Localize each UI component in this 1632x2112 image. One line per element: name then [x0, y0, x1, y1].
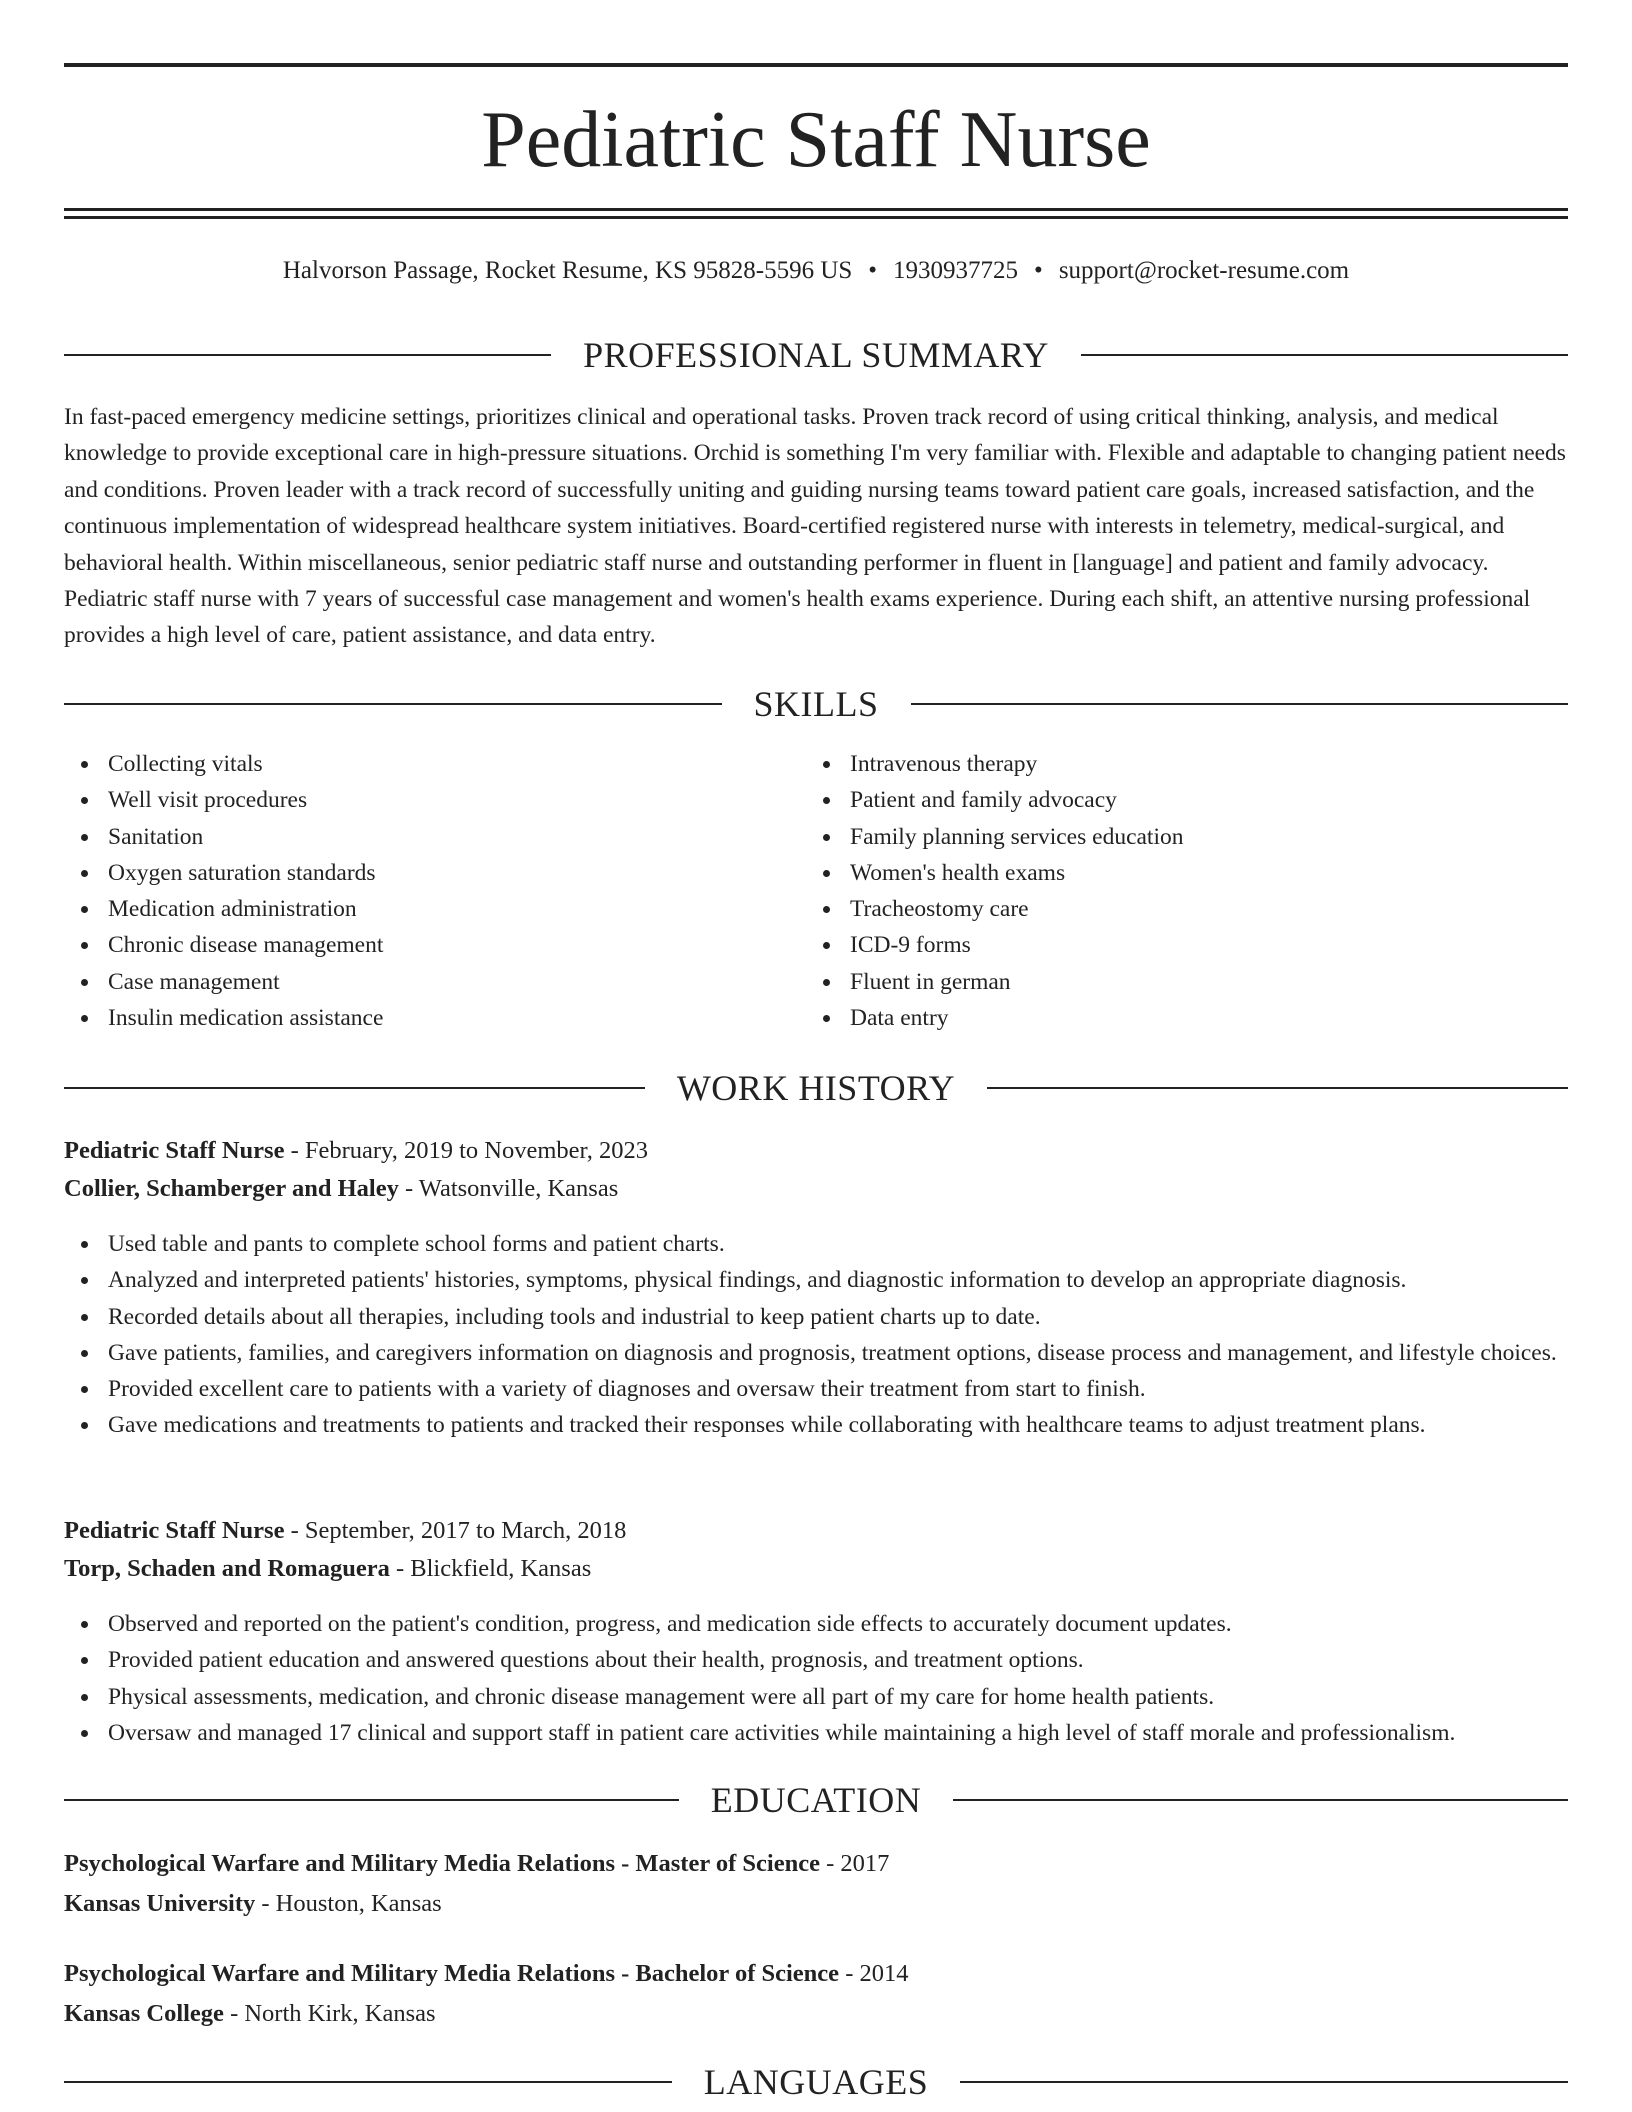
job-dates: - September, 2017 to March, 2018 [284, 1517, 627, 1544]
job-duty: Oversaw and managed 17 clinical and support staff in patient care activities while maintaining a high level of staff morale and professionalism. [64, 1715, 1568, 1751]
degree-line [64, 1955, 1568, 1993]
job-duty: Analyzed and interpreted patients' histories, symptoms, physical findings, and diagnostic information to develop an appropriate diagnosis. [64, 1262, 1568, 1298]
heading-rule [64, 354, 551, 356]
job-title-line [64, 1512, 1568, 1550]
job-duty: Provided excellent care to patients with a variety of diagnoses and oversaw their treatment from start to finish. [64, 1371, 1568, 1407]
school-name: Kansas University [64, 1890, 256, 1917]
job-duty: Physical assessments, medication, and chronic disease management were all part of my care for home health patients. [64, 1679, 1568, 1715]
heading-rule [64, 1087, 645, 1089]
skill-item: Chronic disease management [64, 927, 806, 963]
job-duty: Gave medications and treatments to patients and tracked their responses while collaborating with healthcare teams to adjust treatment plans. [64, 1407, 1568, 1443]
degree-year: - 2014 [839, 1960, 909, 1987]
work-heading-label: WORK HISTORY [676, 1068, 956, 1108]
heading-rule [953, 1799, 1568, 1801]
heading-rule [64, 2081, 672, 2083]
skill-item: Case management [64, 964, 806, 1000]
contact-line [64, 254, 1568, 288]
skill-item: Data entry [806, 1000, 1548, 1036]
job-company: Collier, Schamberger and Haley [64, 1175, 399, 1202]
skill-item: Well visit procedures [64, 782, 806, 818]
job-company: Torp, Schaden and Romaguera [64, 1555, 390, 1582]
job-duties-list [64, 1606, 1568, 1751]
title-divider-upper [64, 208, 1568, 211]
skill-item: Intravenous therapy [806, 746, 1548, 782]
job-location: - Blickfield, Kansas [389, 1555, 592, 1582]
school-line [64, 1885, 1568, 1923]
contact-separator: • [1034, 257, 1043, 284]
heading-rule [987, 1087, 1568, 1089]
job-duty: Used table and pants to complete school forms and patient charts. [64, 1226, 1568, 1262]
skills-column-left [64, 746, 806, 1036]
languages-heading [64, 2060, 1568, 2104]
skill-item: Tracheostomy care [806, 891, 1548, 927]
job-title-line [64, 1132, 1568, 1170]
education-heading [64, 1778, 1568, 1822]
contact-phone: 1930937725 [893, 257, 1019, 284]
skill-item: Fluent in german [806, 964, 1548, 1000]
degree-year: - 2017 [819, 1850, 890, 1877]
degree-name: Psychological Warfare and Military Media Relations - Bachelor of Science [64, 1960, 840, 1987]
job-duty: Gave patients, families, and caregivers information on diagnosis and prognosis, treatment options, disease process and management, and lifestyle choices. [64, 1335, 1568, 1371]
job-dates: - February, 2019 to November, 2023 [284, 1137, 648, 1164]
contact-separator: • [868, 257, 878, 284]
job-title: Pediatric Staff Nurse [64, 1137, 285, 1164]
contact-address: Halvorson Passage, Rocket Resume, KS 95828-5596 US [282, 257, 853, 284]
resume-title: Pediatric Staff Nurse [481, 96, 1151, 184]
job-location: - Watsonville, Kansas [398, 1175, 619, 1202]
heading-rule [911, 703, 1569, 705]
skills-list [64, 746, 1568, 1036]
title-divider-lower [64, 216, 1568, 219]
skills-heading-label: SKILLS [753, 684, 879, 724]
skills-heading [64, 682, 1568, 726]
job-duty: Provided patient education and answered questions about their health, prognosis, and treatment options. [64, 1642, 1568, 1678]
heading-rule [64, 703, 722, 705]
skill-item: Oxygen saturation standards [64, 855, 806, 891]
degree-name: Psychological Warfare and Military Media Relations - Master of Science [64, 1850, 820, 1877]
skill-item: Patient and family advocacy [806, 782, 1548, 818]
degree-line [64, 1845, 1568, 1883]
skill-item: Collecting vitals [64, 746, 806, 782]
top-divider [64, 63, 1568, 67]
school-line [64, 1995, 1568, 2033]
contact-email[interactable]: support@rocket-resume.com [1058, 257, 1350, 284]
job-duty: Observed and reported on the patient's condition, progress, and medication side effects to accurately document updates. [64, 1606, 1568, 1642]
summary-text: In fast-paced emergency medicine settings, prioritizes clinical and operational tasks. Proven track record of using critical thinking, analysis, and medical knowledge to provide exceptional care in high-pressure situations. Orchid is something I'm very familiar with. Flexible and adaptable to changing patient needs and conditions. Proven leader with a track record of successfully uniting and guiding nursing teams toward patient care goals, increased satisfaction, and the continuous implementation of widespread healthcare system initiatives. Board-certified registered nurse with interests in telemetry, medical-surgical, and behavioral health. Within miscellaneous, senior pediatric staff nurse and outstanding performer in fluent in [language] and patient and family advocacy. Pediatric staff nurse with 7 years of successful case management and women's health exams experience. During each shift, an attentive nursing professional provides a high level of care, patient assistance, and data entry. [64, 404, 1566, 649]
summary-heading [64, 333, 1568, 377]
job-duties-list [64, 1226, 1568, 1444]
skill-item: Insulin medication assistance [64, 1000, 806, 1036]
heading-rule [1081, 354, 1568, 356]
heading-rule [64, 1799, 679, 1801]
languages-heading-label: LANGUAGES [703, 2062, 929, 2102]
skills-column-right [806, 746, 1548, 1036]
skill-item: Sanitation [64, 819, 806, 855]
heading-rule [960, 2081, 1568, 2083]
job-company-line [64, 1170, 1568, 1208]
skill-item: ICD-9 forms [806, 927, 1548, 963]
summary-heading-label: PROFESSIONAL SUMMARY [583, 335, 1049, 375]
skill-item: Women's health exams [806, 855, 1548, 891]
school-location: - North Kirk, Kansas [223, 2000, 436, 2027]
work-heading [64, 1066, 1568, 1110]
education-heading-label: EDUCATION [710, 1780, 922, 1820]
skill-item: Medication administration [64, 891, 806, 927]
job-title: Pediatric Staff Nurse [64, 1517, 285, 1544]
skill-item: Family planning services education [806, 819, 1548, 855]
job-company-line [64, 1550, 1568, 1588]
school-name: Kansas College [64, 2000, 224, 2027]
job-duty: Recorded details about all therapies, including tools and industrial to keep patient charts up to date. [64, 1299, 1568, 1335]
school-location: - Houston, Kansas [255, 1890, 442, 1917]
